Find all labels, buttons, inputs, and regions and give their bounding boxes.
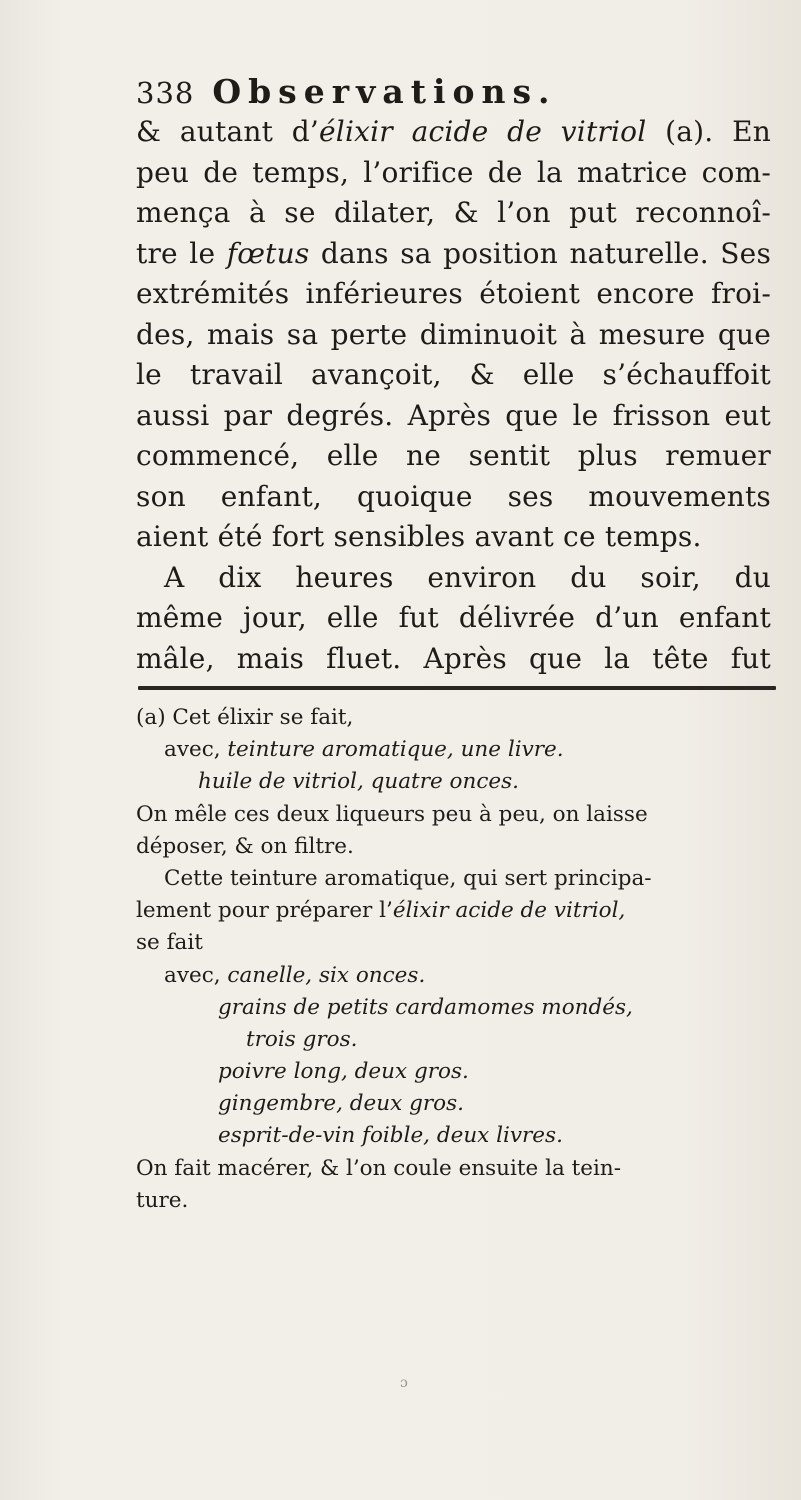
body-line-8 bbox=[136, 396, 771, 437]
body-line-6-seg-1: des, mais sa perte diminuoit à mesure que bbox=[136, 317, 771, 351]
page-number: 338 bbox=[136, 76, 195, 110]
footnote-line-12-seg-1: poivre long, deux gros. bbox=[218, 1059, 469, 1085]
footnote-line-7-seg-2: élixir acide de vitriol, bbox=[392, 898, 626, 924]
footnote-line-16-seg-1: ture. bbox=[136, 1187, 189, 1213]
body-line-9 bbox=[136, 436, 771, 477]
body-line-7 bbox=[136, 355, 771, 396]
body-line-2-seg-1: peu de temps, l’orifice de la matrice com- bbox=[136, 155, 771, 189]
footnote-line-9 bbox=[136, 960, 776, 992]
body-line-8-seg-1: aussi par degrés. Après que le frisson eut bbox=[136, 398, 771, 432]
body-line-5-seg-1: extrémités inférieures étoient encore froi- bbox=[136, 277, 771, 310]
footnote-line-8 bbox=[136, 927, 776, 959]
footnote-line-2 bbox=[136, 734, 776, 766]
page-header bbox=[136, 72, 776, 112]
body-line-4 bbox=[136, 234, 771, 275]
body-line-6 bbox=[136, 315, 771, 356]
footnote-line-4 bbox=[136, 799, 776, 831]
body-line-10 bbox=[136, 477, 771, 518]
body-line-1-seg-2: élixir acide de vitriol bbox=[319, 115, 647, 148]
footnote-line-3-seg-1: huile de vitriol, quatre onces. bbox=[198, 769, 519, 795]
body-line-1 bbox=[136, 112, 771, 153]
footnote-line-13-seg-1: gingembre, deux gros. bbox=[218, 1091, 464, 1117]
body-line-2 bbox=[136, 153, 771, 194]
body-line-14-seg-1: mâle, mais fluet. Après que la tête fut bbox=[136, 641, 771, 675]
footnote-line-11 bbox=[136, 1024, 776, 1056]
footnote-line-10 bbox=[136, 992, 776, 1024]
footnote-line-14 bbox=[136, 1120, 776, 1152]
footnote-line-5 bbox=[136, 831, 776, 863]
footnote-line-16 bbox=[136, 1185, 776, 1217]
footnote-line-10-seg-1: grains de petits cardamomes mondés, bbox=[218, 994, 633, 1020]
footnote-line-1-seg-1: (a) Cet élixir se fait, bbox=[136, 705, 354, 730]
footnote-line-7 bbox=[136, 895, 776, 927]
footnote-line-11-seg-1: trois gros. bbox=[246, 1026, 358, 1052]
footnote-line-3 bbox=[136, 766, 776, 798]
footnote-line-2-seg-2: teinture aromatique, une livre. bbox=[227, 737, 564, 763]
body-line-12 bbox=[136, 558, 771, 599]
body-line-11-seg-1: aient été fort sensibles avant ce temps. bbox=[136, 520, 702, 553]
footnote-line-6-seg-1: Cette teinture aromatique, qui sert principa- bbox=[164, 865, 652, 891]
body-line-3 bbox=[136, 193, 771, 234]
body-line-14 bbox=[136, 639, 771, 680]
marginal-mark: ɔ bbox=[400, 1375, 408, 1391]
body-line-13 bbox=[136, 598, 771, 639]
running-head: Observations. bbox=[212, 72, 557, 111]
body-line-1-seg-3: (a). En bbox=[646, 115, 771, 148]
body-line-9-seg-1: commencé, elle ne sentit plus remuer bbox=[136, 439, 771, 472]
body-line-7-seg-1: le travail avançoit, & elle s’échauffoit bbox=[136, 358, 771, 391]
body-line-4-seg-1: tre le bbox=[136, 236, 227, 270]
footnote bbox=[136, 702, 776, 1217]
footnote-divider bbox=[138, 686, 776, 690]
body-line-3-seg-1: mença à se dilater, & l’on put reconnoî- bbox=[136, 196, 771, 229]
footnote-line-15-seg-1: On fait macérer, & l’on coule ensuite la tein- bbox=[136, 1155, 621, 1181]
footnote-line-8-seg-1: se fait bbox=[136, 930, 203, 956]
footnote-line-2-seg-1: avec, bbox=[164, 737, 228, 763]
body-line-1-seg-1: & autant d’ bbox=[136, 115, 320, 148]
body-line-13-seg-1: même jour, elle fut délivrée d’un enfant bbox=[136, 601, 771, 634]
footnote-line-12 bbox=[136, 1056, 776, 1088]
footnote-line-1 bbox=[136, 702, 776, 734]
footnote-line-6 bbox=[136, 863, 776, 895]
footnote-line-13 bbox=[136, 1088, 776, 1120]
footnote-line-15 bbox=[136, 1153, 776, 1185]
body-line-10-seg-1: son enfant, quoique ses mouvements bbox=[136, 479, 771, 513]
body-line-4-seg-2: fœtus bbox=[226, 236, 310, 270]
footnote-line-9-seg-2: canelle, six onces. bbox=[227, 962, 426, 988]
body-line-5 bbox=[136, 274, 771, 315]
footnote-line-7-seg-1: lement pour préparer l’ bbox=[136, 898, 393, 924]
body-line-11 bbox=[136, 517, 771, 558]
footnote-line-9-seg-1: avec, bbox=[164, 962, 228, 988]
body-line-12-seg-1: A dix heures environ du soir, du bbox=[164, 560, 771, 594]
footnote-line-5-seg-1: déposer, & on filtre. bbox=[136, 833, 354, 859]
footnote-line-4-seg-1: On mêle ces deux liqueurs peu à peu, on laisse bbox=[136, 801, 648, 827]
body-line-4-seg-3: dans sa position naturelle. Ses bbox=[309, 236, 772, 270]
main-text bbox=[136, 112, 771, 679]
footnote-line-14-seg-1: esprit-de-vin foible, deux livres. bbox=[218, 1123, 563, 1149]
